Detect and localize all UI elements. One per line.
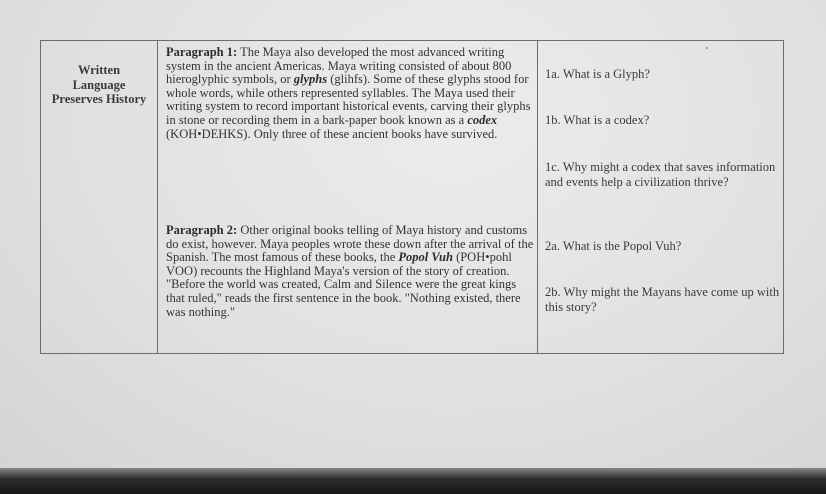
paragraph-1 xyxy=(166,46,536,141)
term-popol-vuh: Popol Vuh xyxy=(398,250,453,265)
term-glyphs: glyphs xyxy=(293,72,328,87)
question-1c: 1c. Why might a codex that saves information and events help a civilization thrive? xyxy=(545,160,776,189)
paper-speck xyxy=(706,47,708,49)
paragraph-text: (glihfs). Some of these glyphs stood for whole words, while others represented syllables. The Maya used their writing system to record important historical events, carving their glyphs in stone or recording them in a bark-paper book known as a xyxy=(166,72,531,127)
column-divider xyxy=(537,41,538,353)
paragraph-2 xyxy=(166,224,536,319)
column-divider xyxy=(157,41,158,353)
term-codex: codex xyxy=(467,112,498,127)
paragraph-label: Paragraph 1: xyxy=(166,45,238,59)
paragraph-text: (POH•pohl VOO) recounts the Highland Maya's version of the story of creation. "Before the world was created, Calm and Silence were the great kings that ruled," reads the first sentence in the book. "Nothing existed, there was nothing." xyxy=(166,250,521,319)
paragraph-text: The Maya also developed the most advanced writing system in the ancient Americas. Maya writing consisted of about 800 hieroglyphic symbols, or xyxy=(166,45,512,87)
topic-line: Language xyxy=(72,77,126,92)
paragraph-text: (KOH•DEHKS). Only three of these ancient books have survived. xyxy=(166,126,498,141)
topic-line: Preserves History xyxy=(51,92,147,106)
question-2b: 2b. Why might the Mayans have come up with this story? xyxy=(545,285,780,314)
question-2a: 2a. What is the Popol Vuh? xyxy=(545,239,682,253)
paragraph-text: Other original books telling of Maya history and customs do exist, however. Maya peoples wrote these down after the arrival of the Spanish. The most famous of these books, the xyxy=(166,223,534,265)
worksheet-table xyxy=(40,40,784,354)
topic-heading xyxy=(41,63,157,107)
paragraph-label: Paragraph 2: xyxy=(166,223,238,237)
question-1b: 1b. What is a codex? xyxy=(545,113,650,127)
topic-line: Written xyxy=(77,63,121,77)
question-1a: 1a. What is a Glyph? xyxy=(545,67,650,81)
